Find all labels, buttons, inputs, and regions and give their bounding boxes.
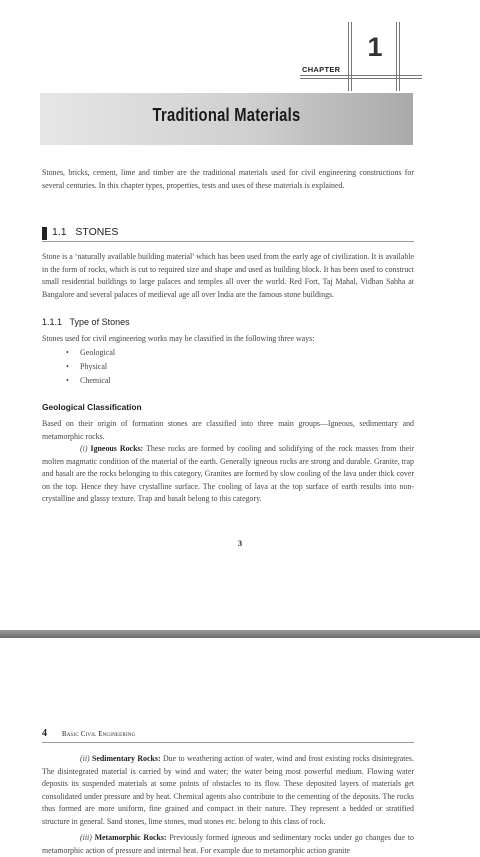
page-separator (0, 630, 480, 638)
section-heading (42, 226, 414, 242)
metamorphic-paragraph: (iii) Metamorphic Rocks: Previously formed igneous and sedimentary rocks under go changes due to metamorphic action of pressure and internal heat. For example due to metamorphic action granite (42, 833, 414, 855)
igneous-paragraph: (i) Igneous Rocks: These rocks are formed by cooling and solidifying of the rock masses from their molten magmatic condition of the material of the earth. Generally igneous rocks are strong and durable. Granite, trap and basalt are the rocks belonging to this category, Granites are formed by slow cooling of the lava under thick cover on the top. Hence they have crystalline surface. The cooling of lava at the top surface of earth results into non-crystalline and glassy texture. Trap and basalt belong to this category. (42, 444, 414, 504)
header-page-number: 4 (42, 728, 47, 739)
geological-heading: Geological Classification (42, 402, 142, 412)
chapter-number: 1 (367, 32, 383, 62)
bullet-icon: • (66, 348, 69, 357)
section-number: 1.1 (52, 226, 67, 238)
section-marker (42, 227, 47, 240)
sedimentary-term: Sedimentary Rocks: (92, 754, 161, 763)
list-item: • Chemical (66, 376, 111, 385)
section-title: STONES (75, 226, 119, 238)
intro-paragraph: Stones, bricks, cement, lime and timber are the traditional materials used for civil engineering constructions for several centuries. In this chapter types, properties, tests and uses of these materials is explained. (42, 168, 414, 190)
geological-paragraph: Based on their origin of formation stones are classified into three main groups—Igneous, sedimentary and metamorphic rocks. (42, 419, 414, 441)
subsection-title: Type of Stones (69, 317, 130, 327)
page-number: 3 (237, 538, 243, 548)
subsection-heading (42, 317, 130, 327)
section-paragraph: Stone is a ‘naturally available building material’ which has been used from the early age of civilization. It is available in the form of rocks, which is cut to required size and shape and used as building block. It has been used to construct small residential buildings to large palaces and temples all over the world. Red Fort, Taj Mahal, Vidhan Sabha at Bangalore and several palaces of medieval age all over India are the famous stone buildings. (42, 252, 414, 299)
bullet-icon: • (66, 376, 69, 385)
book-page-4 (0, 638, 480, 853)
chapter-title: Traditional Materials (152, 105, 301, 125)
igneous-term: Igneous Rocks: (90, 444, 144, 453)
chapter-label: CHAPTER (302, 65, 341, 74)
running-header (42, 728, 414, 743)
header-book-title: Basic Civil Engineering (62, 731, 136, 738)
list-item: • Geological (66, 348, 116, 357)
metamorphic-term: Metamorphic Rocks: (94, 833, 167, 842)
subsection-number: 1.1.1 (42, 317, 63, 327)
chapter-title-banner (40, 93, 413, 145)
list-item: • Physical (66, 362, 108, 371)
bullet-icon: • (66, 362, 69, 371)
subsection-paragraph: Stones used for civil engineering works may be classified in the following three ways: (42, 334, 315, 343)
sedimentary-paragraph: (ii) Sedimentary Rocks: Due to weathering action of water, wind and frost existing rocks disintegrates. The disintegrated material is carried by wind and water; the water being most powerful medium. Flowing water deposits its suspended materials at some points of obstacles to its flow. These deposited layers of materials get consolidated under pressure and by heat. Chemical agents also contribute to the cementing of the deposits. The rocks thus formed are more uniform, fine grained and compact in their nature. They represent a bedded or stratified structure in general. Sand stones, lime stones, mud stones etc. belong to this class of rock. (42, 754, 414, 826)
